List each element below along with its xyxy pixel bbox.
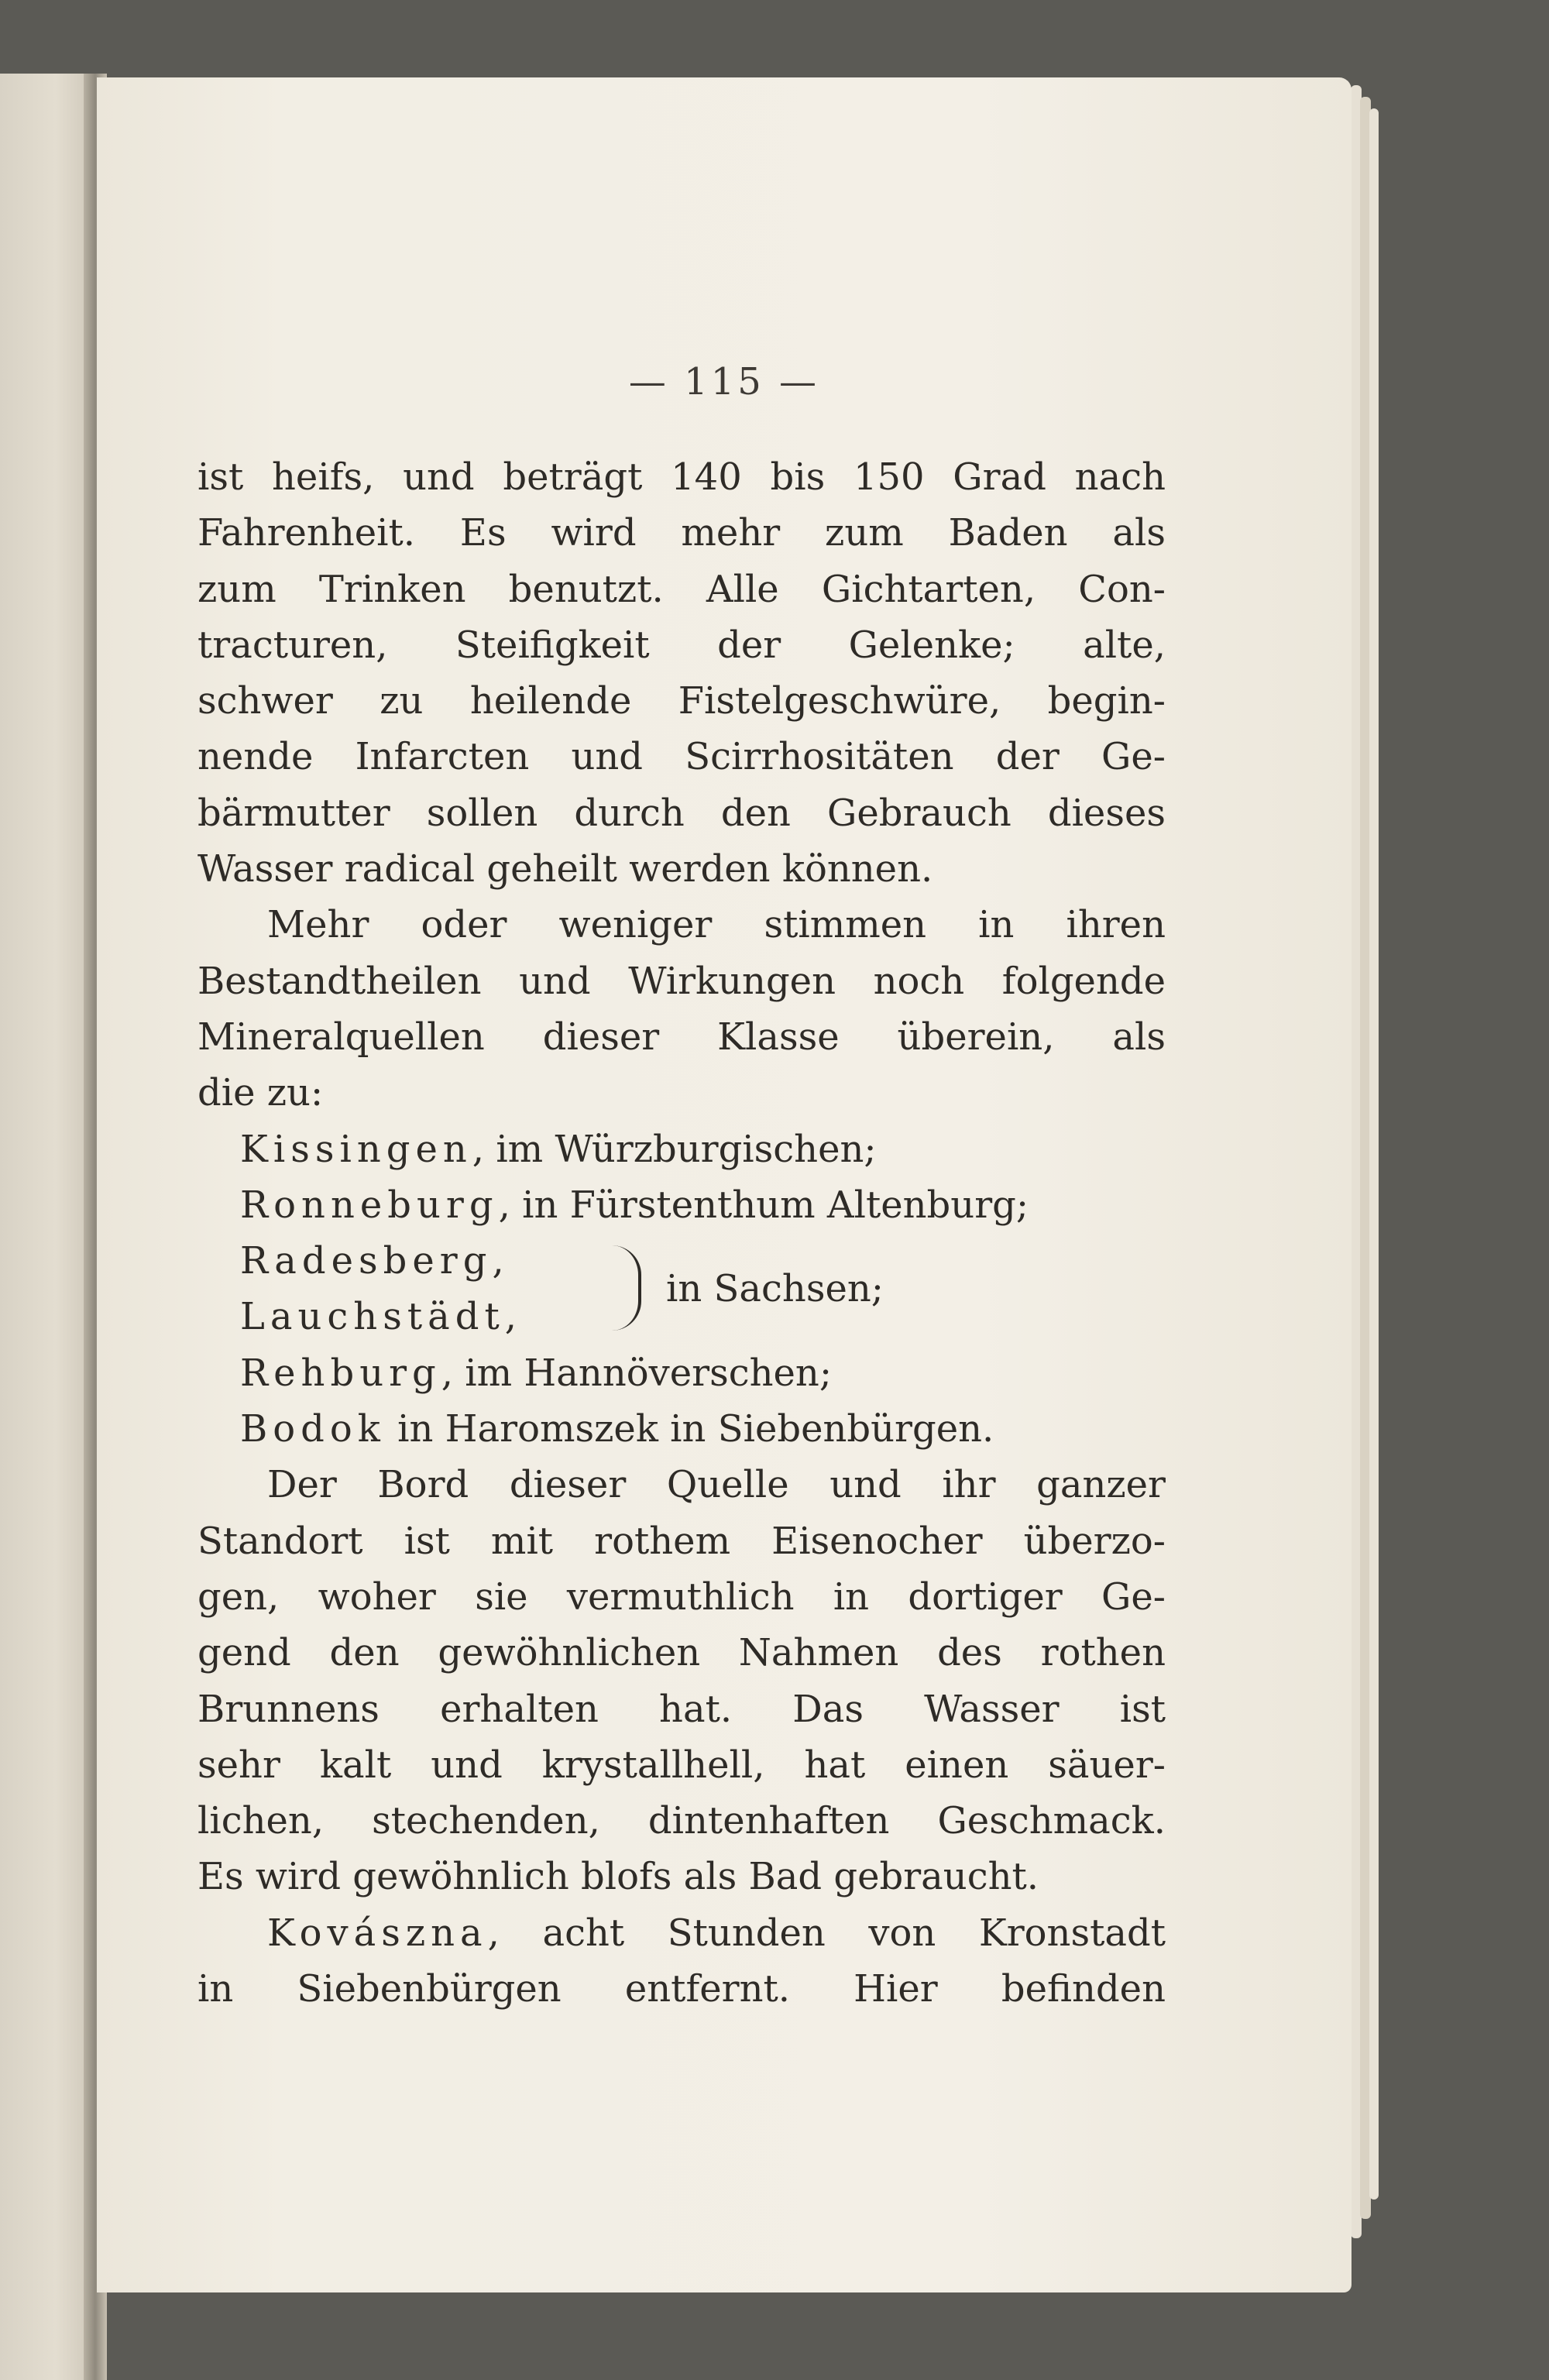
text-line: Der Bord dieser Quelle und ihr ganzer xyxy=(267,1463,1166,1507)
spring-name: Ronneburg xyxy=(240,1183,499,1227)
spring-name: Lauchstädt xyxy=(240,1295,505,1339)
text-line: Standort ist mit rothem Eisenocher überzo- xyxy=(197,1519,1166,1563)
text-line: Wasser radical geheilt werden können. xyxy=(197,847,933,891)
spring-location: , in Fürstenthum Altenburg; xyxy=(498,1183,1029,1227)
spring-name: Kissingen xyxy=(240,1127,472,1171)
text-line: Kovászna, acht Stunden von Kronstadt xyxy=(267,1911,1166,1955)
spring-location: , im Würzburgischen; xyxy=(472,1127,877,1171)
text-line: ist heifs, und beträgt 140 bis 150 Grad nach xyxy=(197,455,1166,499)
spring-list-item xyxy=(197,1345,1166,1401)
spring-list-item: Lauchstädt, xyxy=(240,1295,517,1339)
text-line: Fahrenheit. Es wird mehr zum Baden als xyxy=(197,511,1166,555)
text-line: Brunnens erhalten hat. Das Wasser ist xyxy=(197,1687,1166,1731)
brace-bracket xyxy=(612,1245,641,1331)
spring-location: in Haromszek in Siebenbürgen. xyxy=(385,1407,994,1451)
spring-list-item xyxy=(197,1121,1166,1177)
text-line: gend den gewöhnlichen Nahmen des rothen xyxy=(197,1631,1166,1675)
text-line: tracturen, Steifigkeit der Gelenke; alte, xyxy=(197,623,1166,667)
text-line: bärmutter sollen durch den Gebrauch dieses xyxy=(197,791,1166,835)
spring-name: Kovászna xyxy=(267,1911,488,1955)
text-line: Mineralquellen dieser Klasse überein, als xyxy=(197,1015,1166,1059)
text-line: nende Infarcten und Scirrhositäten der Ge- xyxy=(197,735,1166,779)
spring-location: , im Hannöverschen; xyxy=(441,1351,833,1395)
text-line: lichen, stechenden, dintenhaften Geschmack. xyxy=(197,1799,1166,1843)
text-line: in Siebenbürgen entfernt. Hier befinden xyxy=(197,1967,1166,2011)
text-line: Bestandtheilen und Wirkungen noch folgende xyxy=(197,959,1166,1003)
page-number: — 115 — xyxy=(628,360,820,404)
text-line: schwer zu heilende Fistelgeschwüre, begin- xyxy=(197,679,1166,723)
spring-list-item xyxy=(197,1401,1166,1457)
spring-location: in Sachsen; xyxy=(666,1267,884,1311)
text-line: zum Trinken benutzt. Alle Gichtarten, Con- xyxy=(197,567,1166,611)
text-line: Mehr oder weniger stimmen in ihren xyxy=(267,903,1166,947)
text-line: Es wird gewöhnlich blofs als Bad gebraucht. xyxy=(197,1855,1039,1899)
spring-name: Radesberg xyxy=(240,1239,493,1283)
spring-name: Bodok xyxy=(240,1407,386,1451)
page-text xyxy=(197,449,1166,2017)
text-line: gen, woher sie vermuthlich in dortiger Ge- xyxy=(197,1575,1166,1619)
bracketed-springs xyxy=(197,1233,1166,1345)
text-line: die zu: xyxy=(197,1071,324,1115)
page-edge xyxy=(1369,108,1379,2200)
spring-name: Rehburg xyxy=(240,1351,441,1395)
spring-list-item: Radesberg, xyxy=(240,1239,504,1283)
right-page xyxy=(97,77,1352,2292)
text-line: sehr kalt und krystallhell, hat einen säuer- xyxy=(197,1743,1166,1787)
left-page-edge xyxy=(0,74,93,2380)
spring-list-item xyxy=(197,1177,1166,1233)
